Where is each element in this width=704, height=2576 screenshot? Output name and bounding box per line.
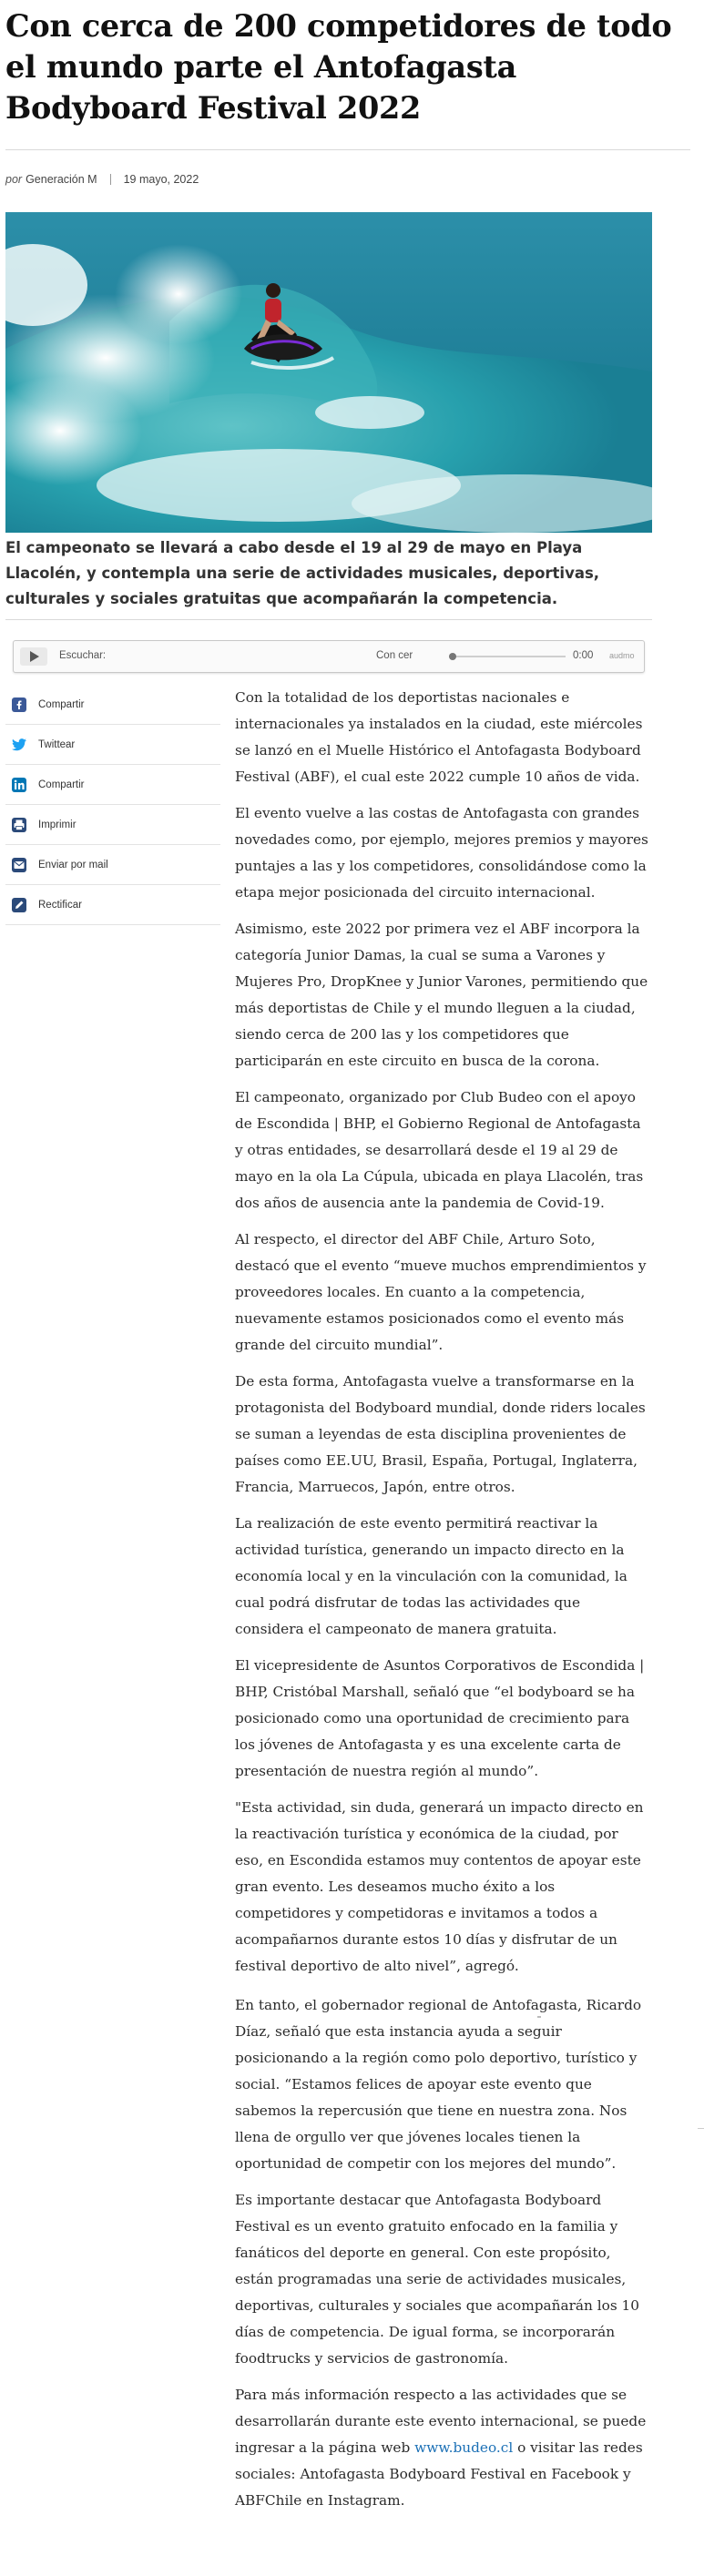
article-paragraph: Al respecto, el director del ABF Chile, Arturo Soto, destacó que el evento “mueve muchos emprendimientos y proveedores locales. En cuanto a la competencia, nuevamente estamos posicionados como el evento más grande del circuito mundial”. <box>235 1231 647 1353</box>
twitter-icon <box>11 737 27 753</box>
audio-time: 0:00 <box>573 650 594 661</box>
listen-label: Escuchar: <box>59 650 107 661</box>
play-button[interactable] <box>20 647 47 666</box>
article-quote: "Esta actividad, sin duda, generará un impacto directo en la reactivación turística y económica de la ciudad, por eso, en Escondida estamos muy contentos de apoyar este gran evento. Les deseamos mucho éxito a los competidores y competidoras e invitamos a todos a acompañarnos durante estos 10 días y disfrutar de un festival deportivo de alto nivel”, agregó. <box>235 1799 644 1974</box>
audio-progress-track[interactable] <box>449 656 566 657</box>
share-sidebar <box>5 685 220 925</box>
publish-date: 19 mayo, 2022 <box>123 173 199 186</box>
audio-player <box>13 640 645 673</box>
article-body <box>235 685 649 2524</box>
share-label: Enviar por mail <box>38 859 108 871</box>
byline-separator <box>110 174 111 185</box>
article-paragraph: El vicepresidente de Asuntos Corporativos de Escondida | BHP, Cristóbal Marshall, señaló que “el bodyboard se ha posicionado como una oportunidad de crecimiento para los jóvenes de Antofagasta y es una excelente carta de presentación de nuestra región al mundo”. <box>235 1657 645 1779</box>
share-label: Twittear <box>38 738 76 750</box>
audio-progress-handle[interactable] <box>449 653 456 660</box>
article-paragraph-more-info <box>235 2382 649 2514</box>
more-info-text-end: o visitar las redes sociales: Antofagasta Bodyboard Festival en Facebook y ABFChile en Instagram. <box>235 2439 643 2509</box>
divider <box>537 2016 541 2018</box>
share-linkedin-button[interactable] <box>5 765 220 805</box>
more-info-text: Para más información respecto a las actividades que se desarrollarán durante este evento internacional, se puede ingresar a la página web <box>235 2387 647 2456</box>
facebook-icon <box>11 697 27 713</box>
article-title: Con cerca de 200 competidores de todo el mundo parte el Antofagasta Bodyboard Festival 2022 <box>5 8 672 126</box>
byline <box>5 173 199 186</box>
share-label: Compartir <box>38 779 85 790</box>
email-share-button[interactable] <box>5 845 220 885</box>
author-name[interactable]: Generación M <box>26 173 97 186</box>
article-paragraph: En tanto, el gobernador regional de Antofagasta, Ricardo Díaz, señaló que esta instancia ayuda a seguir posicionando a la región como polo deportivo, turístico y social. “Estamos felices de apoyar este evento que sabemos la repercusión que tiene en nuestra zona. Nos llena de orgullo ver que jóvenes locales tienen la oportunidad de competir con los mejores del mundo”. <box>235 1997 642 2172</box>
article-paragraph: El evento vuelve a las costas de Antofagasta con grandes novedades como, por ejemplo, mejores premios y mayores puntajes a las y los competidores, consolidándose como la etapa mejor posicionada del circuito internacional. <box>235 805 648 901</box>
article-paragraph: El campeonato, organizado por Club Budeo con el apoyo de Escondida | BHP, el Gobierno Regional de Antofagasta y otras entidades, se desarrollará desde el 19 al 29 de mayo en la ola La Cúpula, ubicada en playa Llacolén, tras dos años de ausencia ante la pandemia de Covid-19. <box>235 1089 644 1211</box>
share-twitter-button[interactable] <box>5 725 220 765</box>
divider <box>5 149 690 150</box>
article-paragraph: Es importante destacar que Antofagasta Bodyboard Festival es un evento gratuito enfocado en la familia y fanáticos del deporte en general. Con este propósito, están programadas una serie de actividades musicales, deportivas, culturales y sociales que acompañarán los 10 días de competencia. De igual forma, se incorporarán foodtrucks y servicios de gastronomía. <box>235 2192 640 2367</box>
linkedin-icon <box>11 777 27 793</box>
audio-title-ticker: Con cer <box>376 650 413 661</box>
pencil-icon <box>11 897 27 913</box>
audio-brand[interactable]: audmo <box>609 651 635 660</box>
article-paragraph: Con la totalidad de los deportistas nacionales e internacionales ya instalados en la ciudad, este miércoles se lanzó en el Muelle Histórico el Antofagasta Bodyboard Festival (ABF), el cual este 2022 cumple 10 años de vida. <box>235 689 643 785</box>
share-label: Compartir <box>38 698 85 710</box>
play-icon <box>20 647 47 666</box>
divider <box>698 2128 704 2129</box>
share-facebook-button[interactable] <box>5 685 220 725</box>
share-label: Imprimir <box>38 819 77 830</box>
budeo-website-link[interactable]: www.budeo.cl <box>414 2439 514 2456</box>
article-paragraph: Asimismo, este 2022 por primera vez el ABF incorpora la categoría Junior Damas, la cual se suma a Varones y Mujeres Pro, DropKnee y Junior Varones, permitiendo que más deportistas de Chile y el mundo lleguen a la ciudad, siendo cerca de 200 las y los competidores que participarán en este circuito en busca de la corona. <box>235 921 648 1069</box>
divider <box>5 619 652 620</box>
share-label: Rectificar <box>38 899 82 911</box>
print-button[interactable] <box>5 805 220 845</box>
mail-icon <box>11 857 27 873</box>
print-icon <box>11 817 27 833</box>
byline-prefix: por <box>5 173 23 186</box>
article-paragraph: La realización de este evento permitirá reactivar la actividad turística, generando un impacto directo en la economía local y en la vinculación con la comunidad, la cual podrá disfrutar de todas las actividades que considera el campeonato de manera gratuita. <box>235 1515 627 1637</box>
report-correction-button[interactable] <box>5 885 220 925</box>
image-caption: El campeonato se llevará a cabo desde el 19 al 29 de mayo en Playa Llacolén, y contempla una serie de actividades musicales, deportivas, culturales y sociales gratuitas que acompañarán la competencia. <box>5 539 600 607</box>
article-paragraph: De esta forma, Antofagasta vuelve a transformarse en la protagonista del Bodyboard mundial, donde riders locales se suman a leyendas de esta disciplina provenientes de países como EE.UU, Brasil, España, Portugal, Inglaterra, Francia, Marruecos, Japón, entre otros. <box>235 1373 646 1495</box>
hero-image <box>5 212 652 533</box>
